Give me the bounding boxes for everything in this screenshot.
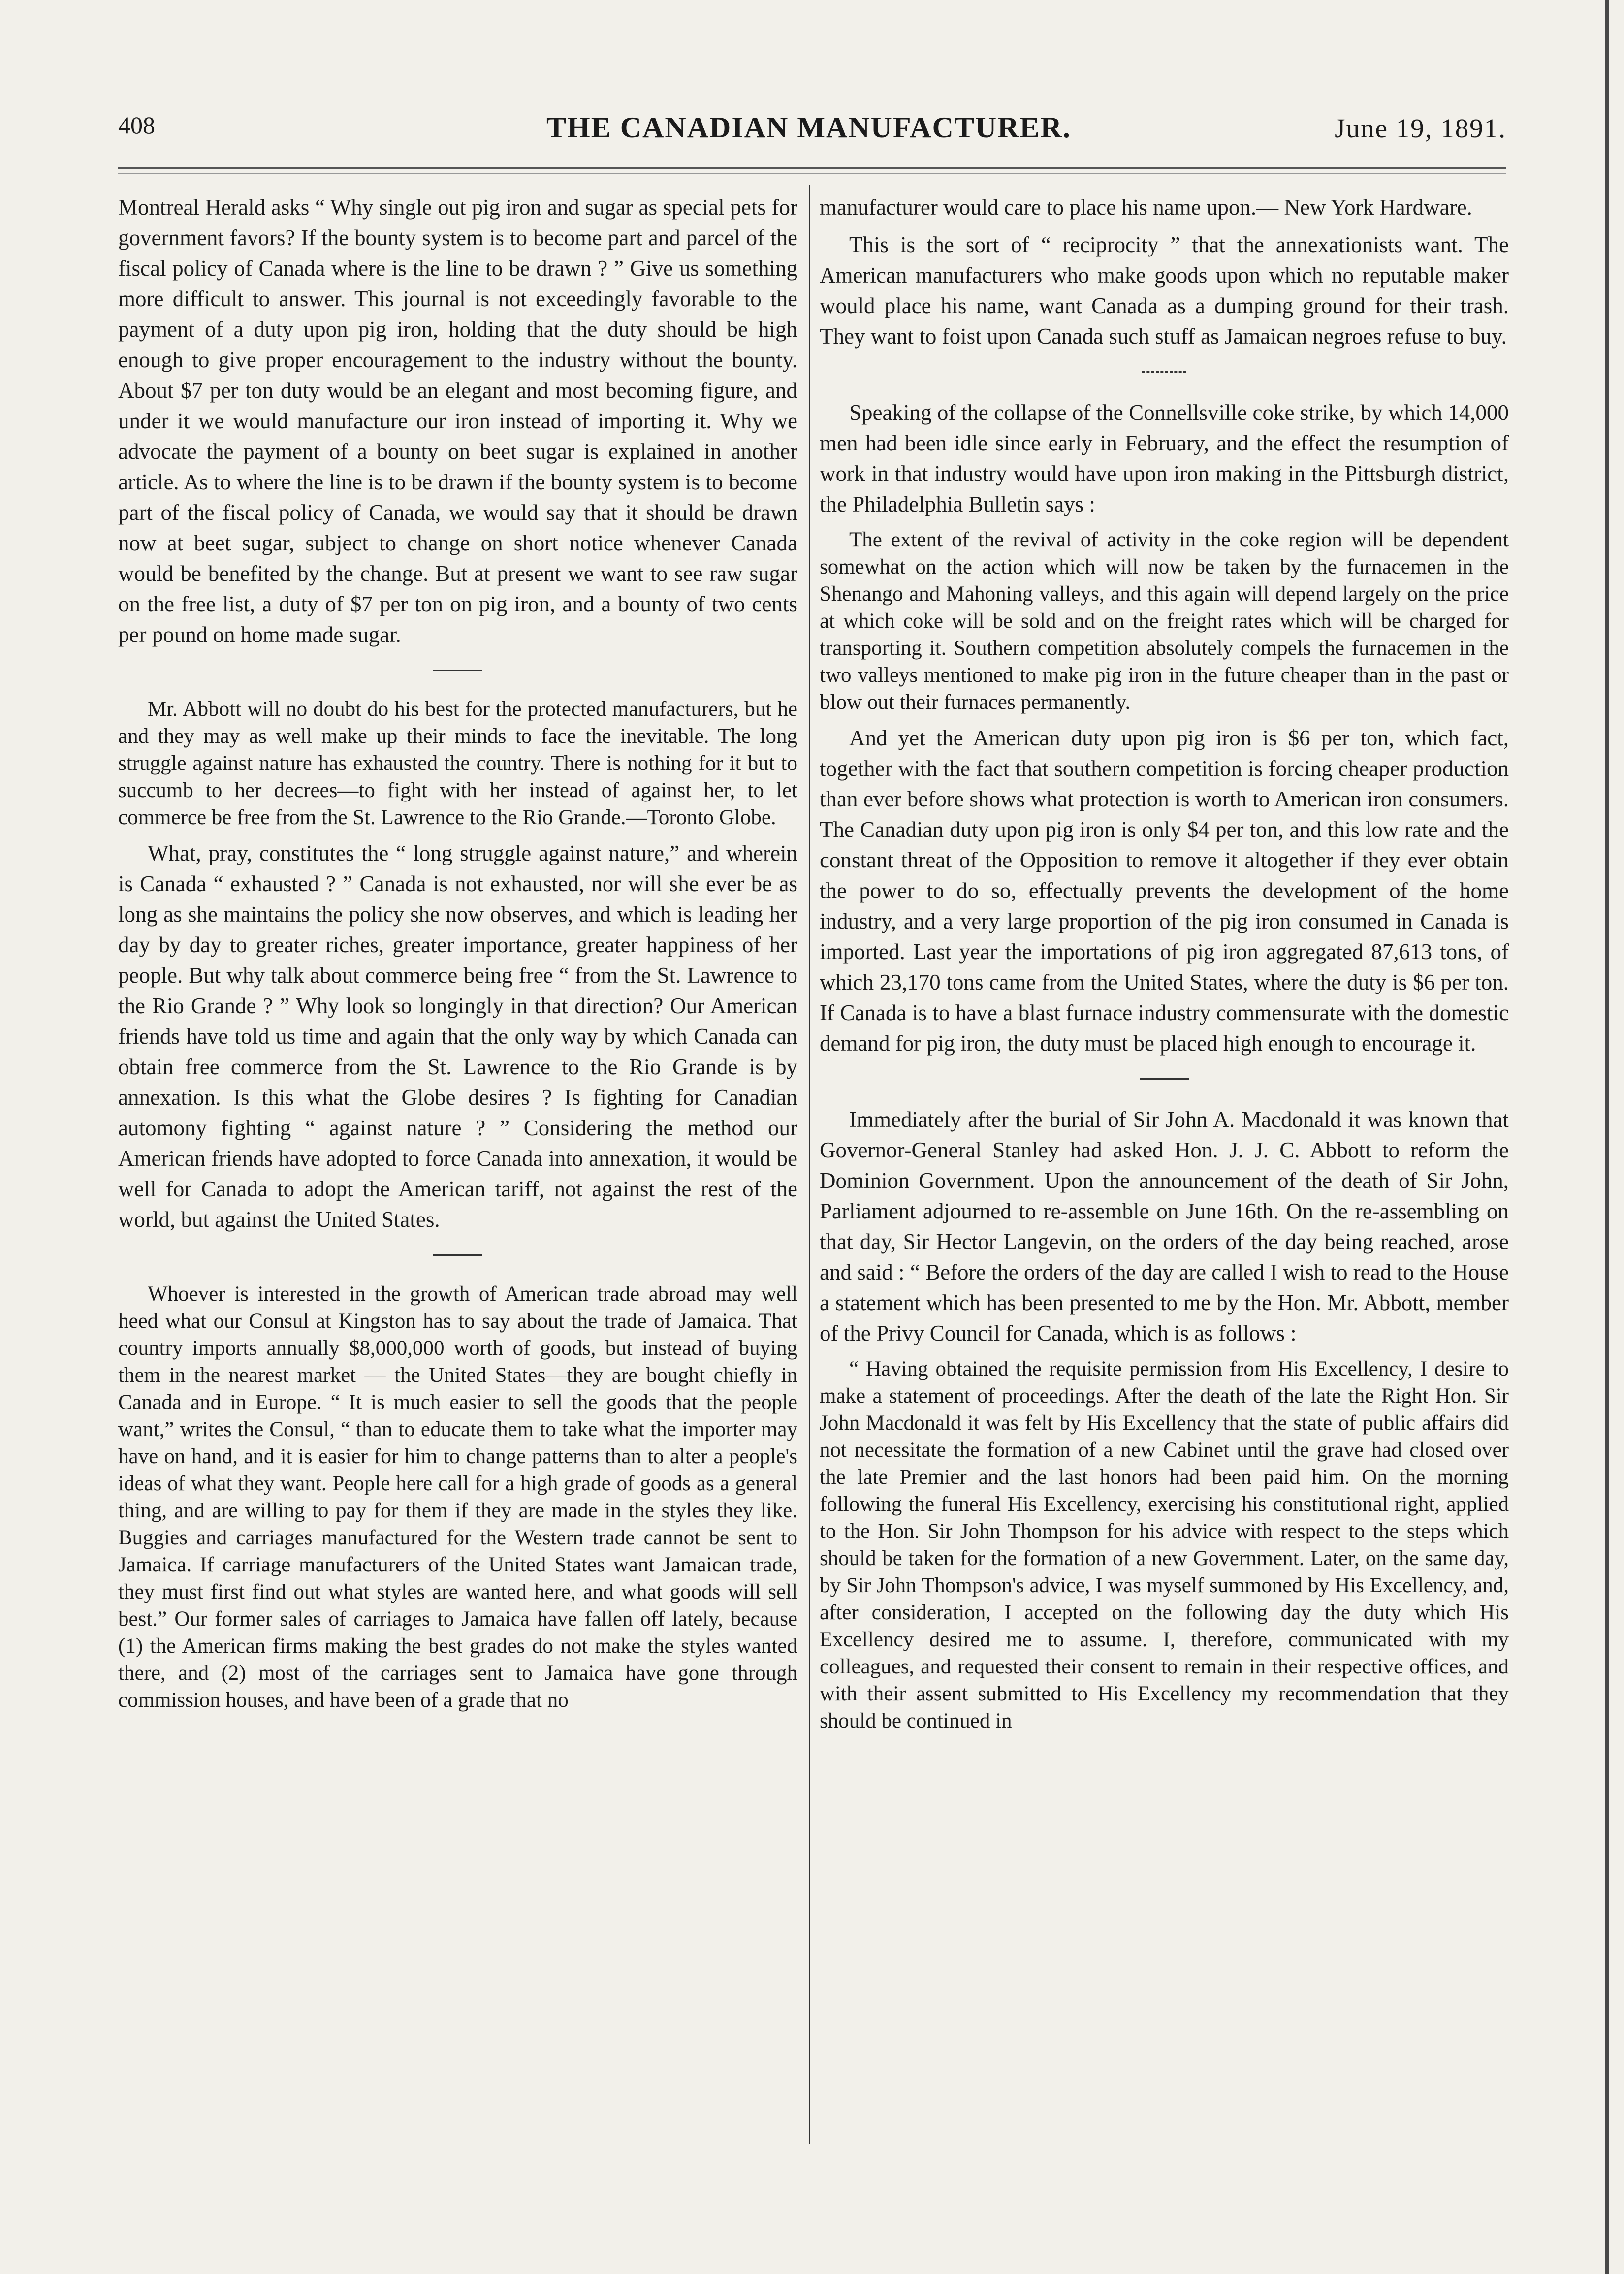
paragraph-bulletin-quote: The extent of the revival of activity in the coke region will be dependent somewhat on the action which will now be taken by the furnacemen in the Shenango and Mahoning valleys, and this again will depend largely on the price at which coke will be sold and on the freight rates which will be charged for transporting it. Southern competition absolutely compels the furnacemen in the two valleys mentioned to make pig iron in the future cheaper than in the past or blow out their furnaces permanently. [820, 528, 1509, 714]
right-column [820, 192, 1509, 1741]
paragraph-jamaica-trade: Whoever is interested in the growth of American trade abroad may well heed what our Consul at Kingston has to say about the trade of Jamaica. That country imports annually $8,000,000 worth of goods, but instead of buying them in the nearest market — the United States—they are bought chiefly in Canada and in Europe. “ It is much easier to sell the goods that the people want,” writes the Consul, “ than to educate them to take what the importer may have on hand, and it is easier for him to change patterns than to alter a people's ideas of what they want. People here call for a high grade of goods as a general thing, and are willing to pay for them if they are made in the styles they like. Buggies and carriages manufactured for the Western trade cannot be sent to Jamaica. If carriage manufacturers of the United States want Jamaican trade, they must first find out what styles are wanted here, and what goods will sell best.” Our former sales of carriages to Jamaica have fallen off lately, because (1) the American firms making the best grades do not make the styles wanted there, and (2) most of the carriages sent to Jamaica have gone through commission houses, and have been of a grade that no [118, 1282, 797, 1712]
paragraph-pig-iron-duty: And yet the American duty upon pig iron is $6 per ton, which fact, together with the fact that southern competition is forcing cheaper production than ever before shows what protection is worth to American iron consumers. The Canadian duty upon pig iron is only $4 per ton, and this low rate and the constant threat of the Opposition to remove it altogether if they ever obtain the power to do so, effectually prevents the development of the home industry, and a very large proportion of the pig iron consumed in Canada is imported. Last year the importations of pig iron aggregated 87,613 tons, of which 23,170 tons came from the United States, where the duty is $6 per ton. If Canada is to have a blast furnace industry commensurate with the domestic demand for pig iron, the duty must be placed high enough to encourage it. [820, 726, 1509, 1056]
paragraph-herald: Montreal Herald asks “ Why single out pig iron and sugar as special pets for government favors? If the bounty system is to become part and parcel of the fiscal policy of Canada where is the line to be drawn ? ” Give us something more difficult to answer. This journal is not exceedingly favorable to the payment of a duty upon pig iron, holding that the duty should be high enough to give proper encouragement to the industry without the bounty. About $7 per ton duty would be an elegant and most becoming figure, and under it we would manufacture our iron instead of importing it. Why we advocate the payment of a bounty on beet sugar is explained in another article. As to where the line is to be drawn if the bounty system is to become part of the fiscal policy of Canada, we would say that it should be drawn now at beet sugar, subject to change on short notice whenever Canada would be benefited by the change. But at present we want to see raw sugar on the free list, a duty of $7 per ton on pig iron, and a bounty of two cents per pound on home made sugar. [118, 195, 797, 647]
paragraph-macdonald-burial: Immediately after the burial of Sir John A. Macdonald it was known that Governor-General Stanley had asked Hon. J. J. C. Abbott to reform the Dominion Government. Upon the announcement of the death of Sir John, Parliament adjourned to re-assemble on June 16th. On the re-assembling on that day, Sir Hector Langevin, on the orders of the day being reached, arose and said : “ Before the orders of the day are called I wish to read to the House a statement which has been presented to me by the Hon. Mr. Abbott, member of the Privy Council for Canada, which is as follows : [820, 1107, 1509, 1345]
left-column [118, 192, 797, 1721]
page-header [118, 111, 1506, 150]
paragraph-long-struggle: What, pray, constitutes the “ long struggle against nature,” and wherein is Canada “ exhausted ? ” Canada is not exhausted, nor will she ever be as long as she maintains the policy she now observes, and which is leading her day by day to greater riches, greater importance, greater happiness of her people. But why talk about commerce being free “ from the St. Lawrence to the Rio Grande ? ” Why look so longingly in that direction? Our American friends have told us time and again that the only way by which Canada can obtain free commerce from the St. Lawrence to the Rio Grande is by annexation. Is this what the Globe desires ? Is fighting for Canadian automony fighting “ against nature ? ” Considering the method our American friends have adopted to force Canada into annexation, it would be well for Canada to adopt the American tariff, not against the rest of the world, but against the United States. [118, 841, 797, 1232]
header-rule-thin [118, 173, 1506, 174]
paragraph-coke-strike: Speaking of the collapse of the Connellsville coke strike, by which 14,000 men had been idle since early in February, and the effect the resumption of work in that industry would have upon iron making in the Pittsburgh district, the Philadelphia Bulletin says : [820, 400, 1509, 516]
paragraph-reciprocity: This is the sort of “ reciprocity ” that the annexationists want. The American manufacturers who make goods upon which no reputable maker would place his name, want Canada as a dumping ground for their trash. They want to foist upon Canada such stuff as Jamaican negroes refuse to buy. [820, 232, 1509, 349]
column-divider [809, 185, 810, 2144]
header-rule [118, 167, 1506, 169]
section-separator [1140, 1078, 1189, 1080]
paragraph-abbott-statement: “ Having obtained the requisite permission from His Excellency, I desire to make a statement of proceedings. After the death of the late the Right Hon. Sir John Macdonald it was felt by His Excellency that the state of public affairs did not necessitate the formation of a new Cabinet until the grave had closed over the late Premier and the last honors had been paid him. On the morning following the funeral His Excellency, exercising his constitutional right, applied to the Hon. Sir John Thompson for his advice with respect to the steps which should be taken for the formation of a new Government. Later, on the same day, by Sir John Thompson's advice, I was myself summoned by His Excellency, and, after consideration, I accepted on the following day the duty which His Excellency desired me to assume. I, therefore, communicated with my colleagues, and requested their consent to remain in their respective offices, and with their assent submitted to His Excellency my recommendation that they should be continued in [820, 1357, 1509, 1732]
section-separator [433, 1254, 482, 1256]
page-edge-shadow [1605, 0, 1609, 2274]
section-separator [433, 670, 482, 671]
page-number: 408 [118, 111, 155, 139]
paragraph-abbott-quote: Mr. Abbott will no doubt do his best for the protected manufacturers, but he and they may as well make up their minds to face the inevitable. The long struggle against nature has exhausted the country. There is nothing for it but to succumb to her decrees—to fight with her instead of against her, to let commerce be free from the St. Lawrence to the Rio Grande.—Toronto Globe. [118, 698, 797, 829]
publication-title: THE CANADIAN MANUFACTURER. [546, 111, 1071, 144]
paragraph-hardware-end: manufacturer would care to place his name upon.— New York Hardware. [820, 195, 1472, 220]
section-separator [1142, 371, 1186, 373]
issue-date: June 19, 1891. [1335, 113, 1506, 143]
